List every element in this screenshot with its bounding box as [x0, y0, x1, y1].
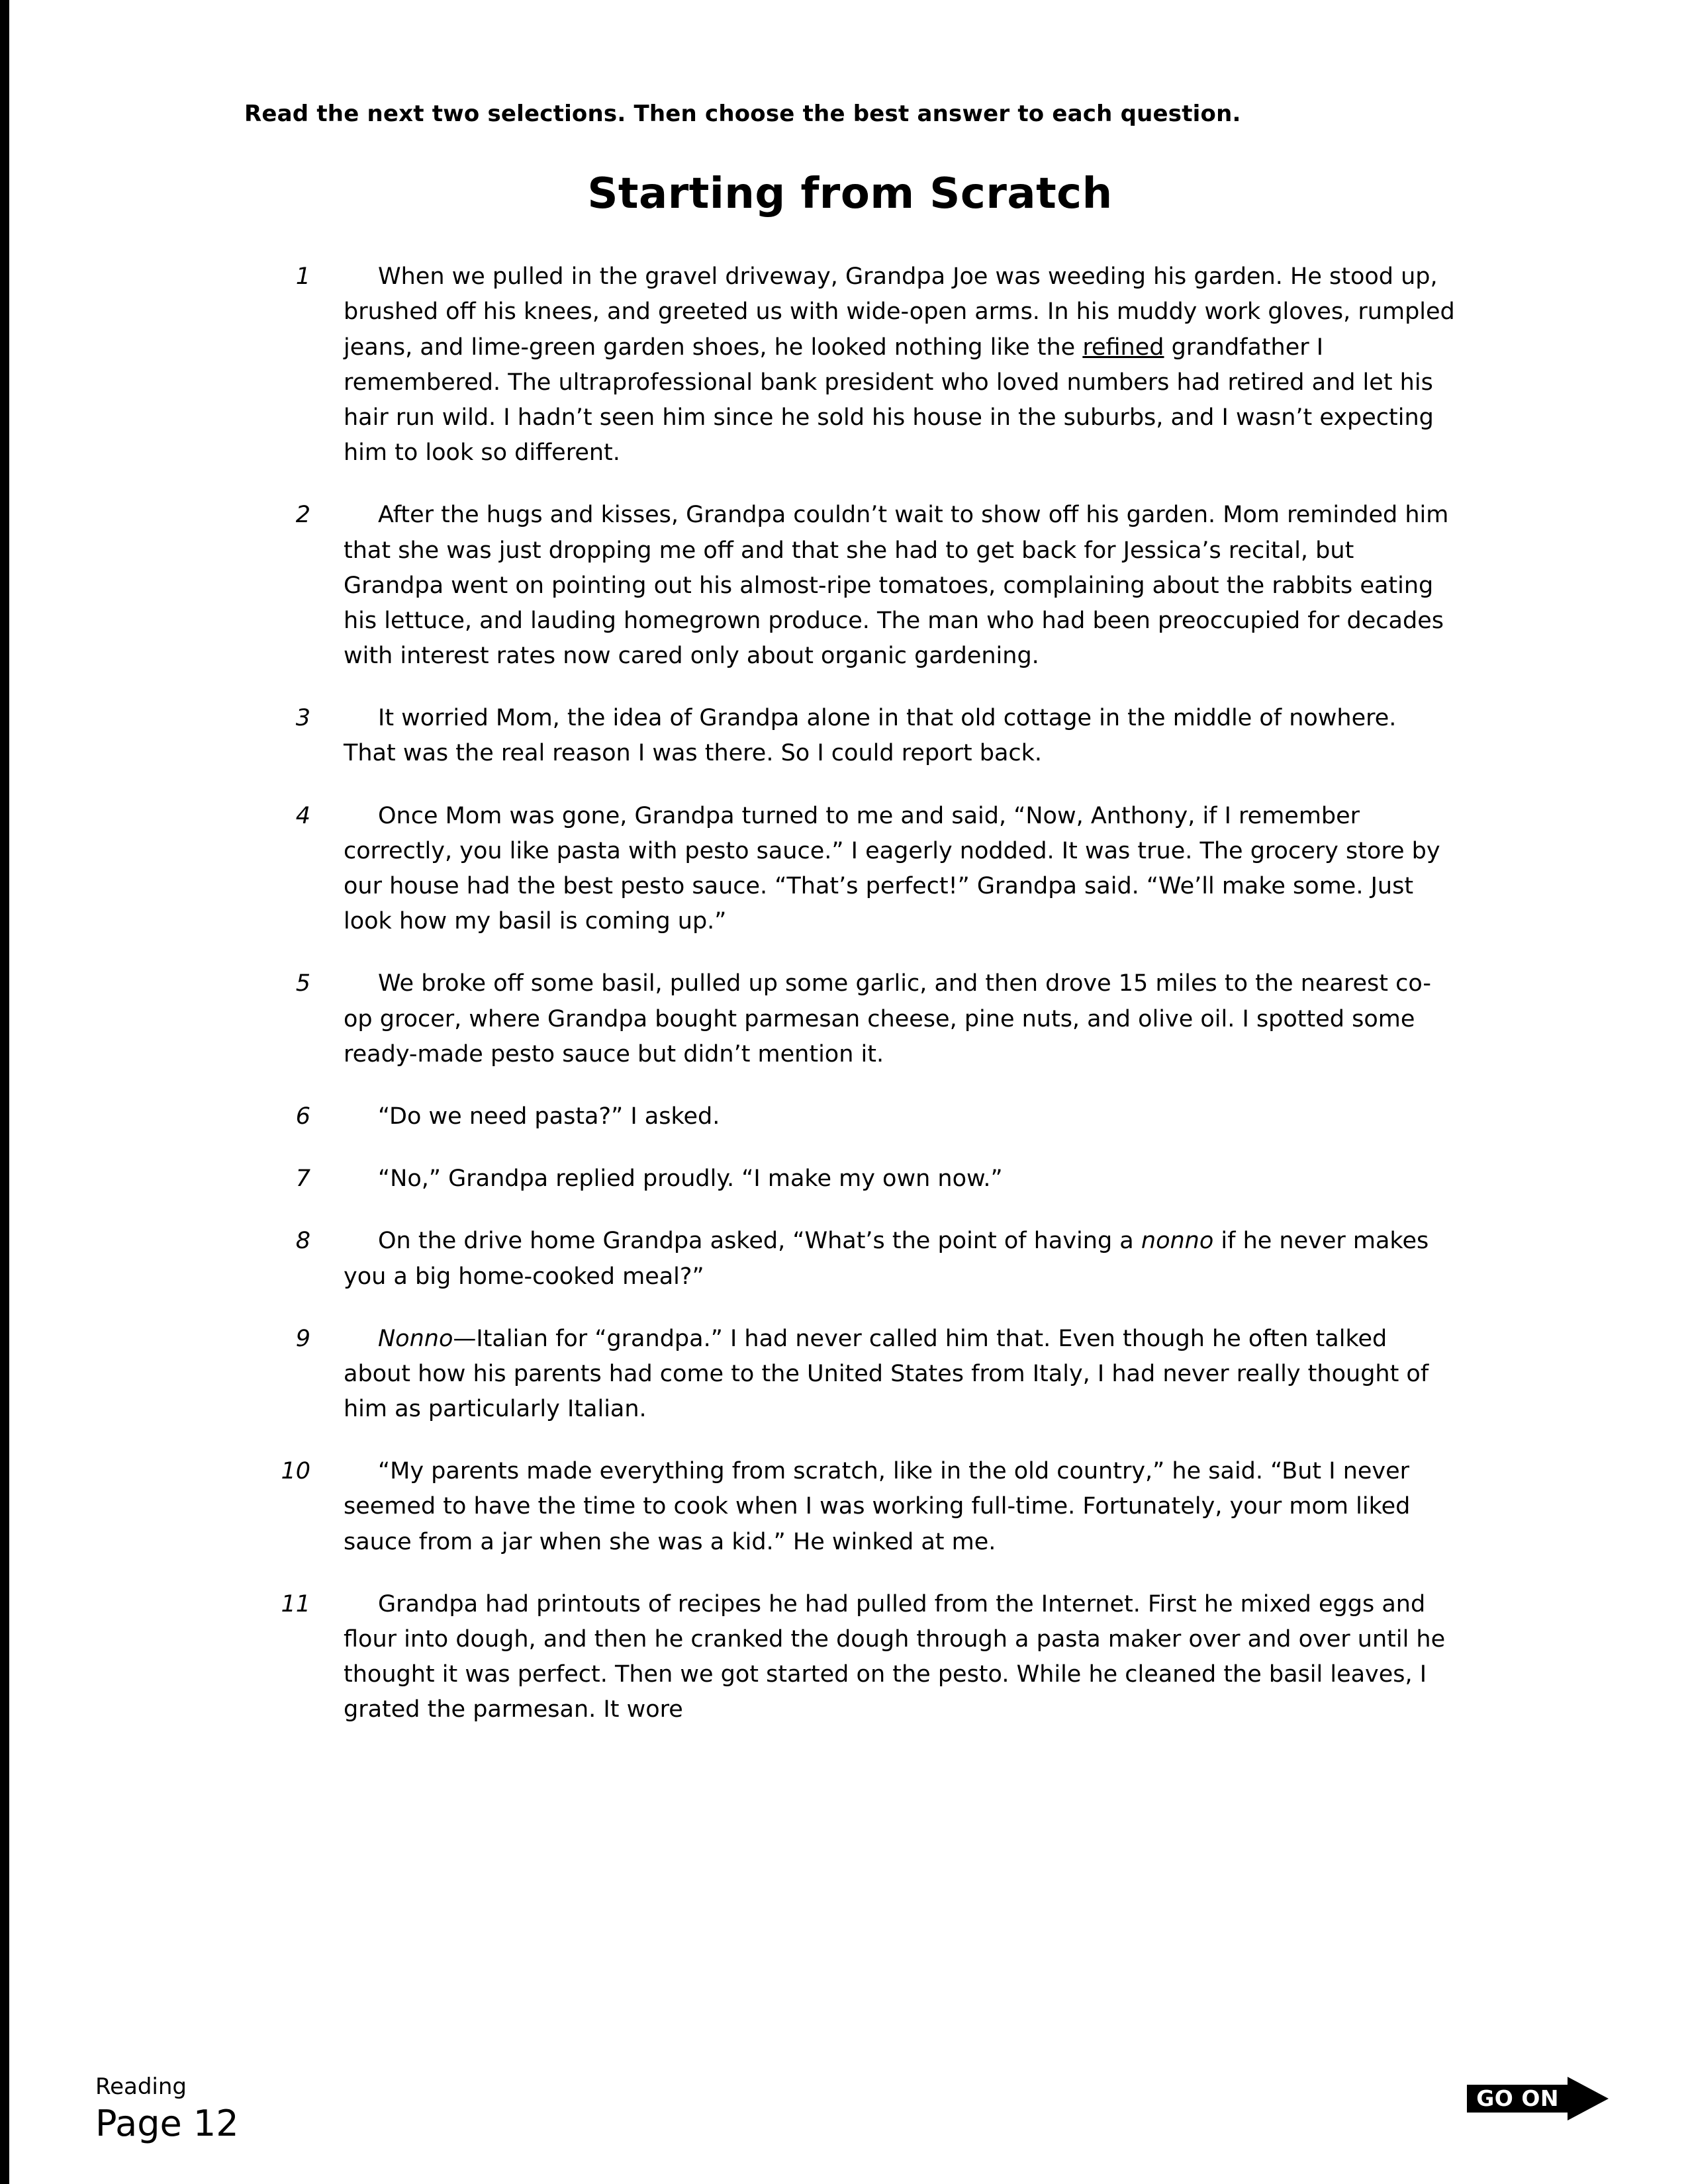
text-run: grandfather I remembered. The ultraprofessional bank president who loved numbers had retired and let his hair run wild. I hadn’t seen him since he sold his house in the suburbs, and I wasn’t expecting him to look so different.	[344, 334, 1434, 467]
paragraph-number: 8	[295, 1228, 310, 1255]
paragraph-text	[310, 799, 1456, 940]
passage-paragraph	[244, 799, 1456, 940]
passage-paragraph	[244, 966, 1456, 1072]
paragraph-number: 11	[281, 1590, 310, 1617]
paragraph-number: 2	[295, 502, 310, 529]
page-content	[244, 99, 1456, 1755]
paragraph-text	[310, 1224, 1456, 1294]
passage-paragraph	[244, 1161, 1456, 1197]
text-run: Grandpa had printouts of recipes he had pulled from the Internet. First he mixed eggs and flour into dough, and then he cranked the dough through a pasta maker over and over until he thought it was perfect. Then we got started on the pesto. While he cleaned the basil leaves, I grated the parmesan. It wore	[344, 1590, 1446, 1723]
footer-subject: Reading	[95, 2073, 187, 2101]
paragraph-text	[310, 1322, 1456, 1428]
text-run: “My parents made everything from scratch, like in the old country,” he said. “But I never seemed to have the time to cook when I was working full-time. Fortunately, your mom liked sauce from a jar when she was a kid.” He winked at me.	[344, 1458, 1411, 1555]
page-title: Starting from Scratch	[587, 169, 1113, 219]
passage-paragraph	[244, 701, 1456, 771]
paragraph-number: 5	[295, 970, 310, 997]
footer-page-number: Page 12	[95, 2102, 239, 2144]
paragraph-text	[310, 1454, 1456, 1560]
paragraph-text	[310, 701, 1456, 771]
paragraph-number: 7	[295, 1165, 310, 1193]
passage-paragraph	[244, 1322, 1456, 1428]
paragraph-text	[310, 498, 1456, 674]
passage-paragraph	[244, 498, 1456, 674]
passage-paragraph	[244, 259, 1456, 471]
arrow-right-icon	[1568, 2077, 1609, 2120]
passage-body	[244, 259, 1456, 1727]
text-run: —Italian for “grandpa.” I had never called him that. Even though he often talked about how his parents had come to the United States from Italy, I had never really thought of him as particularly Italian.	[344, 1325, 1429, 1423]
passage-paragraph	[244, 1587, 1456, 1728]
paragraph-number: 10	[281, 1458, 310, 1485]
paragraph-text	[310, 1587, 1456, 1728]
paragraph-number: 4	[295, 802, 310, 829]
text-run: “No,” Grandpa replied proudly. “I make my own now.”	[378, 1165, 1003, 1193]
passage-paragraph	[244, 1454, 1456, 1560]
underlined-term: refined	[1082, 334, 1164, 361]
go-on-label: GO ON	[1467, 2085, 1568, 2113]
paragraph-number: 3	[295, 705, 310, 732]
paragraph-text	[310, 1099, 1456, 1134]
passage-paragraph	[244, 1224, 1456, 1294]
italic-term: Nonno	[378, 1325, 453, 1352]
text-run: if he never makes you a big home-cooked meal?”	[344, 1228, 1429, 1290]
paragraph-number: 9	[295, 1325, 310, 1352]
paragraph-text	[310, 1161, 1456, 1197]
instruction-text: Read the next two selections. Then choose the best answer to each question.	[244, 101, 1241, 127]
text-run: Once Mom was gone, Grandpa turned to me and said, “Now, Anthony, if I remember correctly, you like pasta with pesto sauce.” I eagerly nodded. It was true. The grocery store by our house had the best pesto sauce. “That’s perfect!” Grandpa said. “We’ll make some. Just look how my basil is coming up.”	[344, 802, 1440, 935]
text-run: On the drive home Grandpa asked, “What’s the point of having a	[378, 1228, 1141, 1255]
paragraph-number: 6	[295, 1103, 310, 1130]
passage-paragraph	[244, 1099, 1456, 1134]
text-run: After the hugs and kisses, Grandpa couldn’t wait to show off his garden. Mom reminded him that she was just dropping me off and that she had to get back for Jessica’s recital, but Grandpa went on pointing out his almost-ripe tomatoes, complaining about the rabbits eating his lettuce, and lauding homegrown produce. The man who had been preoccupied for decades with interest rates now cared only about organic gardening.	[344, 502, 1449, 670]
text-run: We broke off some basil, pulled up some garlic, and then drove 15 miles to the nearest co-op grocer, where Grandpa bought parmesan cheese, pine nuts, and olive oil. I spotted some ready-made pesto sauce but didn’t mention it.	[344, 970, 1432, 1068]
paragraph-text	[310, 966, 1456, 1072]
text-run: It worried Mom, the idea of Grandpa alone in that old cottage in the middle of nowhere. That was the real reason I was there. So I could report back.	[344, 705, 1397, 767]
footer-left	[95, 2075, 239, 2143]
go-on-indicator	[1467, 2077, 1609, 2120]
paragraph-number: 1	[295, 263, 310, 291]
italic-term: nonno	[1141, 1228, 1214, 1255]
paragraph-text	[310, 259, 1456, 471]
text-run: When we pulled in the gravel driveway, Grandpa Joe was weeding his garden. He stood up, brushed off his knees, and greeted us with wide-open arms. In his muddy work gloves, rumpled jeans, and lime-green garden shoes, he looked nothing like the	[344, 263, 1455, 361]
text-run: “Do we need pasta?” I asked.	[378, 1103, 720, 1130]
